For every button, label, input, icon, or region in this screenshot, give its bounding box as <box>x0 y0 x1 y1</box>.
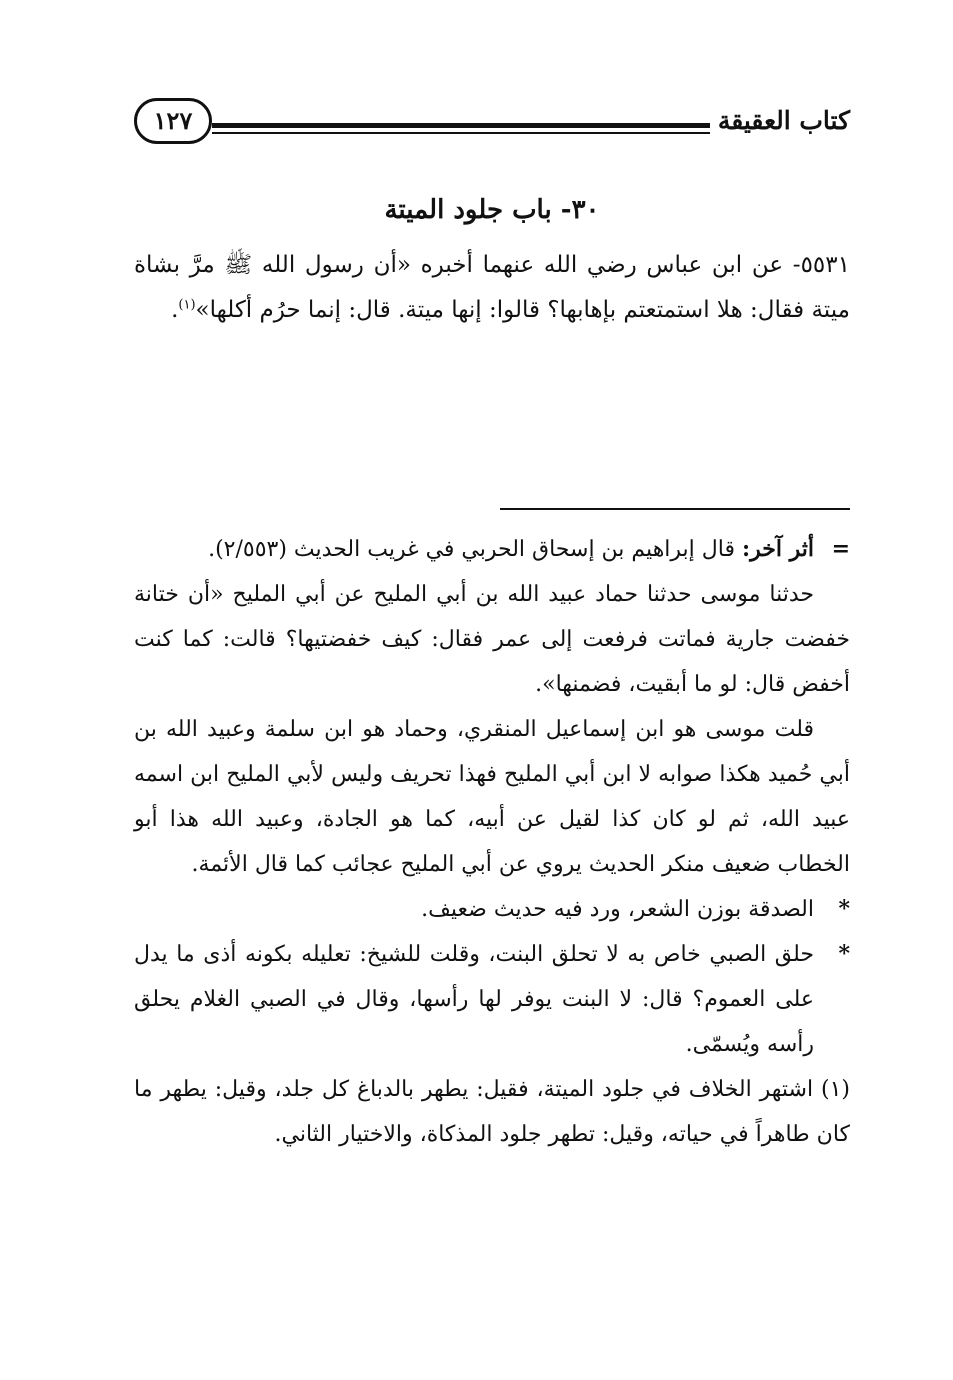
footnotes-block <box>134 527 850 1157</box>
bullet-text: الصدقة بوزن الشعر، ورد فيه حديث ضعيف. <box>421 897 814 922</box>
footnote-reference[interactable]: (١) <box>178 297 196 313</box>
chapter-title: ٣٠- باب جلود الميتة <box>384 195 600 225</box>
page-number: ١٢٧ <box>134 98 212 144</box>
bullet-item-sadaqa <box>134 887 850 932</box>
header-rule-thin <box>212 132 710 134</box>
athar-paragraph <box>134 527 850 572</box>
bullet-star-icon: * <box>838 941 850 967</box>
running-header <box>134 96 850 158</box>
bullet-item-halq <box>134 932 850 1067</box>
footnote-divider <box>500 508 850 510</box>
hadith-block <box>134 243 850 333</box>
bullet-star-icon: * <box>838 896 850 922</box>
athar-lead: أثر آخر: <box>741 536 814 562</box>
footnote-paragraph-2: قلت موسى هو ابن إسماعيل المنقري، وحماد هو ابن سلمة وعبيد الله بن أبي حُميد هكذا صوابه لا ابن أبي المليح فهذا تحريف وليس لأبي المليح ابن اسمه عبيد الله، ثم لو كان كذا لقيل عن أبيه، كما هو الجادة، وعبيد الله هذا أبو الخطاب ضعيف منكر الحديث يروي عن أبي المليح عجائب كما قال الأئمة. <box>134 717 850 877</box>
hadith-paragraph <box>134 243 850 333</box>
bullet-text: حلق الصبي خاص به لا تحلق البنت، وقلت للشيخ: تعليله بكونه أذى ما يدل على العموم؟ قال: لا البنت يوفر لها رأسها، وقال في الصبي الغلام يحلق رأسه ويُسمّى. <box>134 942 814 1057</box>
book-title: كتاب العقيقة <box>717 106 850 135</box>
footnote-note-1: (١) اشتهر الخلاف في جلود الميتة، فقيل: يطهر بالدباغ كل جلد، وقيل: يطهر ما كان طاهراً في حياته، وقيل: تطهر جلود المذكاة، والاختيار الثاني. <box>134 1077 850 1147</box>
header-rule-thick <box>212 123 710 128</box>
continuation-mark: = <box>831 536 850 562</box>
footnote-paragraph-1: حدثنا موسى حدثنا حماد عبيد الله بن أبي المليح عن أبي المليح «أن ختانة خفضت جارية فماتت فرفعت إلى عمر فقال: كيف خفضتيها؟ قالت: كما كنت أخفض قال: لو ما أبقيت، فضمنها». <box>134 582 850 697</box>
hadith-end: . <box>171 297 179 323</box>
athar-text: قال إبراهيم بن إسحاق الحربي في غريب الحديث (٢/٥٥٣). <box>208 537 735 562</box>
hadith-text: ٥٥٣١- عن ابن عباس رضي الله عنهما أخبره «أن رسول الله ﷺ مرَّ بشاة ميتة فقال: هلا استمتعتم بإهابها؟ قالوا: إنها ميتة. قال: إنما حرُم أكلها» <box>134 252 850 323</box>
